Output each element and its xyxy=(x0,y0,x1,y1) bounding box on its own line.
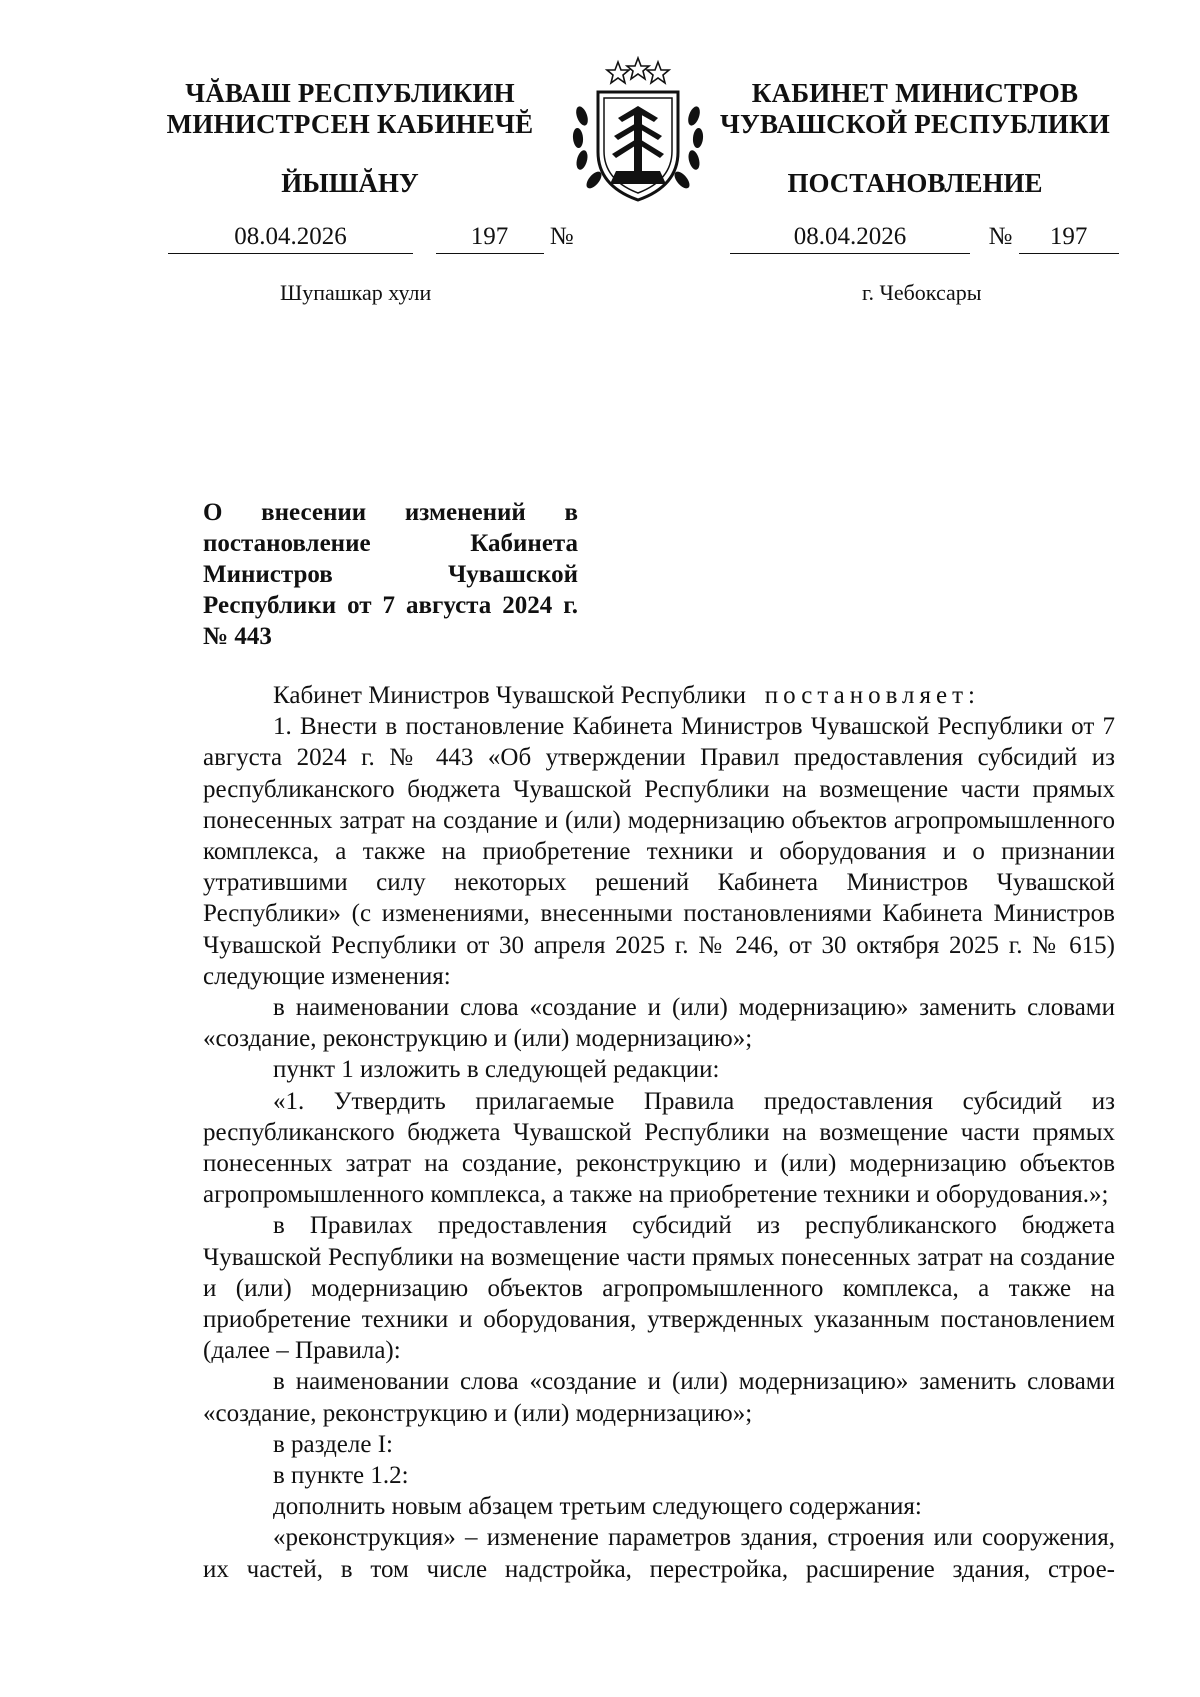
right-date: 08.04.2026 xyxy=(730,222,970,254)
preamble xyxy=(203,680,1115,711)
body-paragraph: в пункте 1.2: xyxy=(273,1462,409,1490)
preamble-text: Кабинет Министров Чувашской Республики xyxy=(273,682,747,709)
header-right-org-line2: ЧУВАШСКОЙ РЕСПУБЛИКИ xyxy=(720,109,1110,139)
right-date-number-line xyxy=(730,222,1119,254)
left-number-sign: № xyxy=(549,223,574,250)
header-right-doc-type: ПОСТАНОВЛЕНИЕ xyxy=(787,168,1043,198)
body-paragraph: в наименовании слова «создание и (или) модернизацию» заменить словами «создание, реконструкцию и (или) модернизацию»; xyxy=(203,994,1115,1053)
body-paragraph: «реконструкция» – изменение параметров здания, строения или сооружения, их частей, в том числе надстройка, перестройка, расширение здания, строе- xyxy=(203,1524,1115,1583)
header-right-org-line1: КАБИНЕТ МИНИСТРОВ xyxy=(751,78,1079,108)
left-number: 197 xyxy=(436,222,544,254)
left-place: Шупашкар хули xyxy=(280,280,432,305)
right-number: 197 xyxy=(1019,222,1119,254)
coat-of-arms-icon xyxy=(568,56,708,206)
body-paragraph: в разделе I: xyxy=(273,1430,393,1458)
document-body xyxy=(203,680,1115,1585)
right-number-sign: № xyxy=(988,223,1013,250)
header-left xyxy=(160,78,540,199)
body-paragraph: дополнить новым абзацем третьим следующего содержания: xyxy=(273,1493,922,1521)
right-place: г. Чебоксары xyxy=(862,280,982,305)
header-left-doc-type: ЙЫШĂНУ xyxy=(281,168,419,198)
body-paragraph: в наименовании слова «создание и (или) модернизацию» заменить словами «создание, реконструкцию и (или) модернизацию»; xyxy=(203,1368,1115,1427)
body-paragraph: 1. Внести в постановление Кабинета Министров Чувашской Республики от 7 августа 2024 г. № 443 «Об утверждении Правил предоставления субсидий из республиканского бюджета Чувашской Республики на возмещение части прямых понесенных затрат на создание и (или) модернизацию объектов агропромышленного комплекса, а также на приобретение техники и оборудования и о признании утратившими силу некоторых решений Кабинета Министров Чувашской Республики» (с изменениями, внесенными постановлениями Кабинета Министров Чувашской Республики от 30 апреля 2025 г. № 246, от 30 октября 2025 г. № 615) следующие изменения: xyxy=(203,713,1115,990)
header-left-org-line2: МИНИСТРСЕН КАБИНЕЧĔ xyxy=(166,109,534,139)
left-date-number-line xyxy=(168,222,574,254)
body-paragraph: пункт 1 изложить в следующей редакции: xyxy=(273,1056,720,1084)
header-left-org-line1: ЧĂВАШ РЕСПУБЛИКИН xyxy=(185,78,515,108)
body-paragraph: «1. Утвердить прилагаемые Правила предоставления субсидий из республиканского бюджета Чувашской Республики на возмещение части прямых понесенных затрат на создание, реконструкцию и (или) модернизацию объектов агропромышленного комплекса, а также на приобретение техники и оборудования.»; xyxy=(203,1087,1115,1209)
left-date: 08.04.2026 xyxy=(168,222,413,254)
document-subject: О внесении изменений в постановление Кабинета Министров Чувашской Республики от 7 августа 2024 г. № 443 xyxy=(203,499,578,650)
header-right xyxy=(720,78,1110,199)
preamble-word: постановляет: xyxy=(764,682,981,709)
body-paragraph: в Правилах предоставления субсидий из республиканского бюджета Чувашской Республики на возмещение части прямых понесенных затрат на создание и (или) модернизацию объектов агропромышленного комплекса, а также на приобретение техники и оборудования, утвержденных указанным постановлением (далее – Правила): xyxy=(203,1212,1115,1365)
